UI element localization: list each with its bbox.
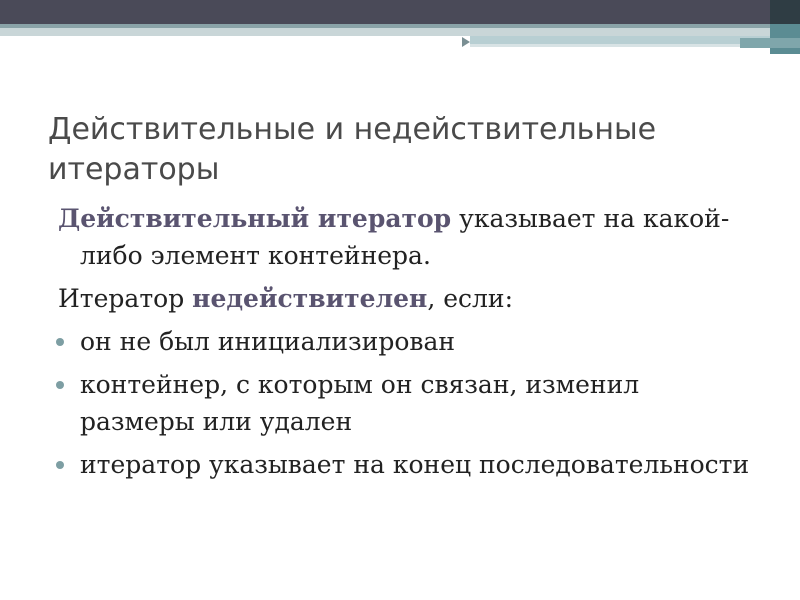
header-corner-dark — [770, 0, 800, 24]
header-band-dark — [0, 0, 800, 24]
bullet-text: он не был инициализирован — [80, 327, 456, 356]
slide-body — [58, 200, 758, 489]
header-band-mid — [0, 28, 800, 36]
bullet-list — [58, 323, 758, 483]
bullet-dot-icon — [56, 381, 64, 389]
highlight-valid-iterator: Действительный итератор — [58, 204, 452, 233]
list-item — [58, 366, 758, 440]
paragraph-invalid-iterator — [58, 280, 758, 317]
paragraph-valid-iterator — [58, 200, 758, 274]
list-item — [58, 323, 758, 360]
highlight-invalid: недействителен — [192, 284, 428, 313]
bullet-text: итератор указывает на конец последовательности — [80, 450, 750, 479]
bullet-text: контейнер, с которым он связан, изменил размеры или удален — [80, 370, 640, 436]
bullet-dot-icon — [56, 338, 64, 346]
list-item — [58, 446, 758, 483]
slide-title: Действительные и недействительные итераторы — [48, 112, 657, 187]
bullet-dot-icon — [56, 461, 64, 469]
header-triangle-icon — [462, 37, 470, 47]
header-corner-light — [740, 38, 800, 48]
paragraph-invalid-prefix: Итератор — [58, 284, 193, 313]
paragraph-valid-iterator-text: указывает на какой-либо элемент контейнера. — [80, 204, 730, 270]
paragraph-invalid-suffix: , если: — [427, 284, 514, 313]
